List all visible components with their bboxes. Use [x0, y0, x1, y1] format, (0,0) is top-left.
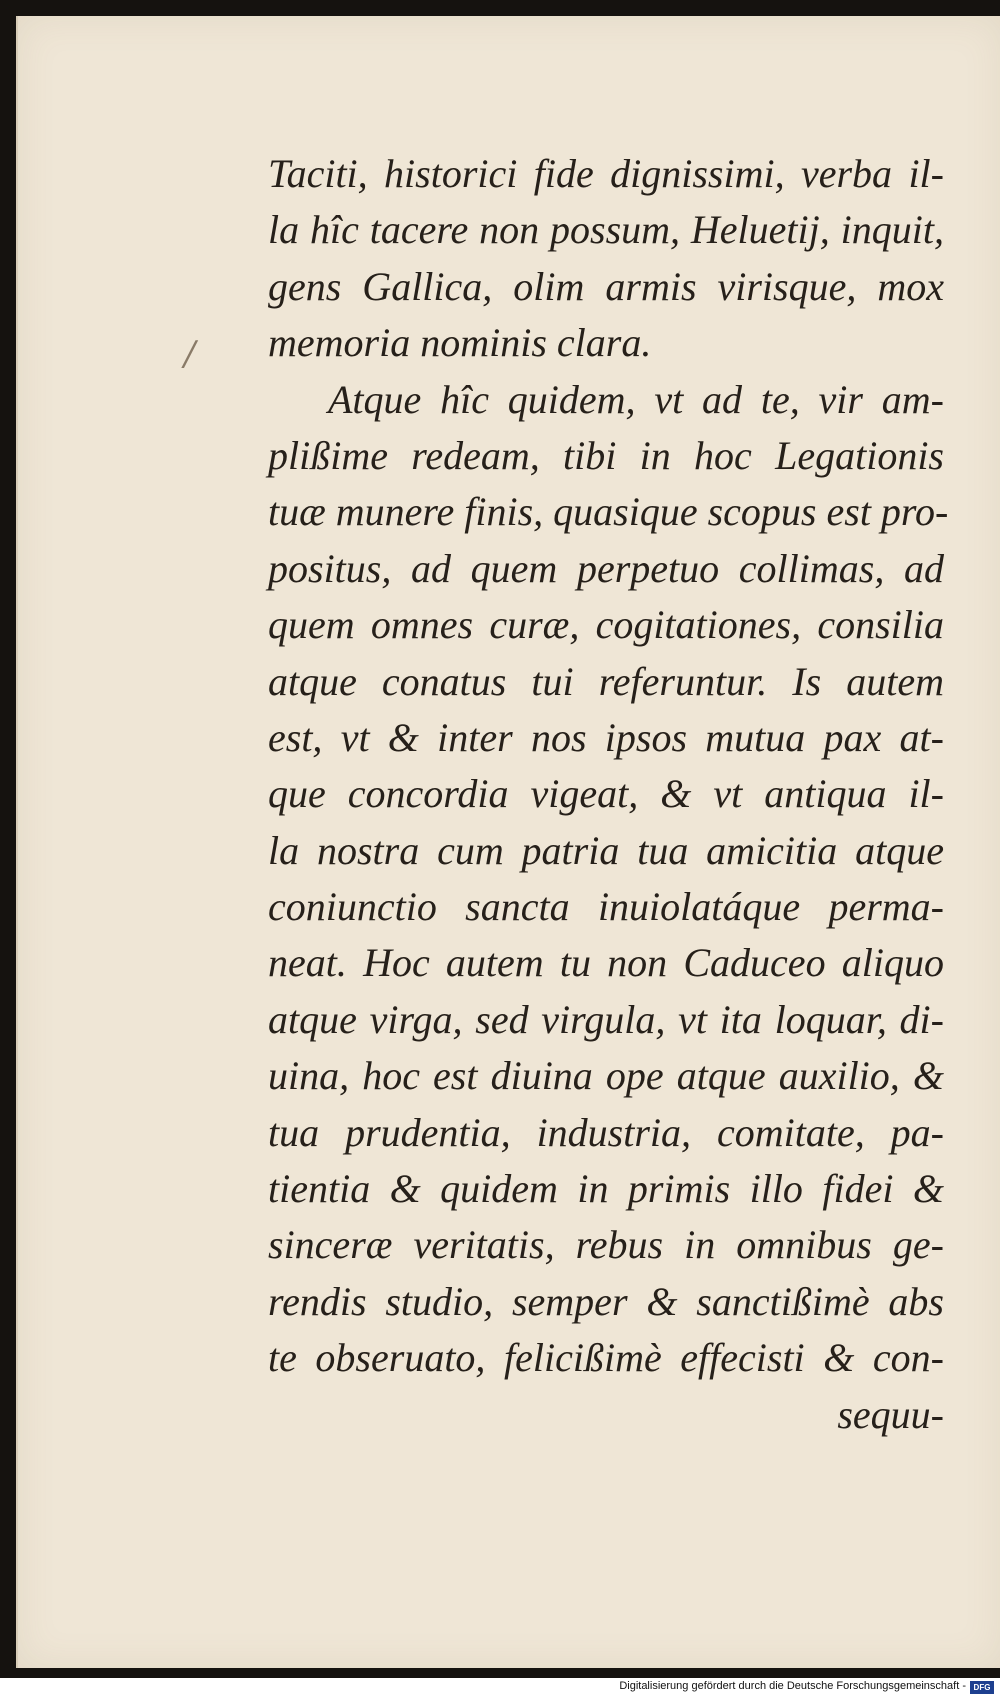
text-line: tuæ munere finis, quasique scopus est pro- — [268, 489, 949, 535]
text-line: que concordia vigeat, & vt antiqua il- — [268, 771, 944, 817]
text-line: gens Gallica, olim armis virisque, mox — [268, 263, 944, 309]
text-line: rendis studio, semper & sanctißimè abs — [268, 1278, 944, 1324]
text-line: atque conatus tui referuntur. Is autem — [268, 658, 944, 704]
text-line: positus, ad quem perpetuo collimas, ad — [268, 545, 944, 591]
text-line: neat. Hoc autem tu non Caduceo aliquo — [268, 940, 944, 986]
text-line: uina, hoc est diuina ope atque auxilio, & — [268, 1053, 944, 1099]
text-line: sinceræ veritatis, rebus in omnibus ge- — [268, 1222, 944, 1268]
book-page — [16, 16, 1000, 1668]
funding-notice: Digitalisierung gefördert durch die Deutsche Forschungsgemeinschaft - — [619, 1680, 966, 1692]
text-line: coniunctio sancta inuiolatáque perma- — [268, 884, 944, 930]
text-line: atque virga, sed virgula, vt ita loquar, di- — [268, 996, 944, 1042]
text-line: la hîc tacere non possum, Heluetij, inquit, — [268, 207, 944, 253]
text-line: quem omnes curæ, cogitationes, consilia — [268, 602, 944, 648]
text-line: est, vt & inter nos ipsos mutua pax at- — [268, 714, 944, 760]
dfg-logo: DFG — [970, 1681, 994, 1694]
margin-mark: / — [184, 334, 196, 374]
text-line: tua prudentia, industria, comitate, pa- — [268, 1109, 944, 1155]
footer-bar — [0, 1678, 1000, 1698]
page-text — [268, 146, 949, 1443]
text-line: tientia & quidem in primis illo fidei & — [268, 1166, 944, 1212]
text-line: memoria nominis clara. — [268, 320, 652, 366]
text-line-paragraph-start: Atque hîc quidem, vt ad te, vir am- — [328, 376, 944, 422]
text-line: Taciti, historici fide dignissimi, verba il- — [268, 151, 944, 196]
text-line: te obseruato, felicißimè effecisti & con- — [268, 1335, 944, 1381]
text-line: la nostra cum patria tua amicitia atque — [268, 827, 944, 873]
text-line: plißime redeam, tibi in hoc Legationis — [268, 432, 944, 478]
catchword: sequu- — [837, 1391, 944, 1437]
